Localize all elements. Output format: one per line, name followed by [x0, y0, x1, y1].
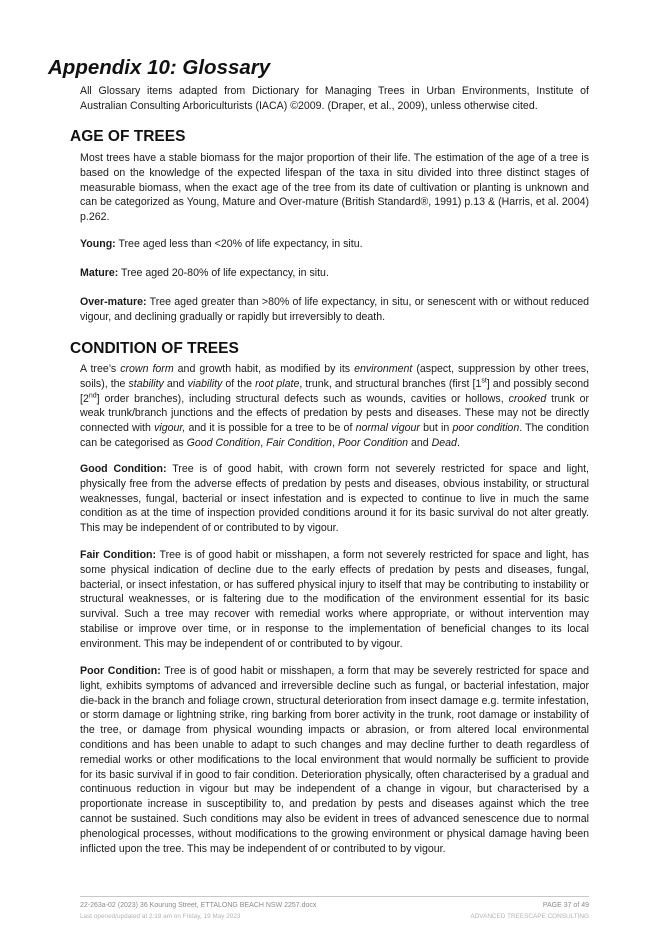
over-mature-definition: Over-mature: Tree aged greater than >80% of life expectancy, in situ, or senescent with or without reduced vigour, and declining gradually or rapidly but irreversibly to death.	[80, 296, 589, 323]
page-title: Appendix 10: Glossary	[48, 56, 271, 79]
age-paragraph: Most trees have a stable biomass for the major proportion of their life. The estimation of the age of a tree is based on the knowledge of the expected lifespan of the taxa in situ divided into three distinct stages of measurable biomass, when the exact age of the tree from its date of cultivation or planting is unknown and can be categorized as Young, Mature and Over-mature (British Standard®, 1991) p.13 & (Harris, et al. 2004) p.262.	[80, 152, 589, 224]
young-definition: Young: Tree aged less than <20% of life expectancy, in situ.	[80, 238, 363, 250]
young-label: Young:	[80, 238, 116, 250]
poor-condition-definition: Poor Condition: Tree is of good habit or misshapen, a form that may be severely restricted for space and light, exhibits symptoms of advanced and irreversible decline such as fungal, or bacterial infestation, major die-back in the branch and foliage crown, structural deterioration from insect damage e.g. termite infestation, or storm damage or lightning strike, ring barking from borer activity in the trunk, root damage or instability of the tree, or damage from physical wounding impacts or abrasion, or from altered local environmental conditions and has been unable to adapt to such changes and may decline further to death regardless of remedial works or other modifications to the local environment that would normally be sufficient to provide for its basic survival if in good to fair condition. Deterioration physically, often characterised by a gradual and continuous reduction in vigour but may be independent of a change in vigour, but characterised by a proportionate increase in susceptibility to, and predation by pests and diseases against which the tree cannot be sustained. Such conditions may also be evident in trees of advanced senescence due to normal phenological processes, without modifications to the growing environment or physical damage having been inflicted upon the tree. This may be independent of or contributed to by vigour.	[80, 665, 589, 855]
footer-divider	[80, 896, 589, 897]
footer-page-number: PAGE 37 of 49	[542, 902, 589, 909]
footer-last-opened: Last opened/updated at 2:19 am on Friday, 19 May 2023	[80, 913, 241, 920]
good-condition-definition: Good Condition: Tree is of good habit, with crown form not severely restricted for space and light, physically free from the adverse effects of predation by pests and diseases, obvious instability, or structural weaknesses, fungal, bacterial or insect infestation and is expected to continue to live in much the same condition as at the time of inspection provided conditions around it for its basic survival do not alter greatly. This may be independent of or contributed to by vigour.	[80, 463, 589, 535]
condition-paragraph: A tree’s crown form and growth habit, as modified by its environment (aspect, suppression by other trees, soils), the stability and viability of the root plate, trunk, and structural branches (first [1st] and possibly second [2nd] order branches), including structural defects such as wounds, cavities or hollows, crooked trunk or weak trunk/branch junctions and the effects of predation by pests and diseases. These may not be directly connected with vigour, and it is possible for a tree to be of normal vigour but in poor condition. The condition can be categorised as Good Condition, Fair Condition, Poor Condition and Dead.	[80, 363, 590, 449]
footer-company: ADVANCED TREESCAPE CONSULTING	[470, 913, 589, 920]
good-condition-label: Good Condition:	[80, 463, 167, 475]
fair-condition-definition: Fair Condition: Tree is of good habit or misshapen, a form not severely restricted for space and light, has some physical indication of decline due to the early effects of predation by pests and diseases, fungal, bacterial, or insect infestation, or has suffered physical injury to itself that may be contributing to instability or structural weaknesses, or is faltering due to the modification of the environment essential for its basic survival. Such a tree may recover with remedial works where appropriate, or without intervention may stabilise or improve over time, or in response to the implementation of beneficial changes to its local environment. This may be independent of or contributed to by vigour.	[80, 549, 589, 650]
over-mature-label: Over-mature:	[80, 296, 147, 308]
footer-document-reference: 22-263a-02 (2023) 36 Kourung Street, ETTALONG BEACH NSW 2257.docx	[80, 902, 317, 909]
intro-paragraph: All Glossary items adapted from Dictionary for Managing Trees in Urban Environments, Institute of Australian Consulting Arboriculturists (IACA) ©2009. (Draper, et al., 2009), unless otherwise cited.	[80, 85, 589, 112]
mature-label: Mature:	[80, 267, 119, 279]
condition-of-trees-heading: CONDITION OF TREES	[70, 340, 239, 357]
fair-condition-label: Fair Condition:	[80, 549, 157, 561]
age-of-trees-heading: AGE OF TREES	[70, 128, 186, 145]
mature-definition: Mature: Tree aged 20-80% of life expectancy, in situ.	[80, 267, 329, 279]
poor-condition-label: Poor Condition:	[80, 665, 161, 677]
